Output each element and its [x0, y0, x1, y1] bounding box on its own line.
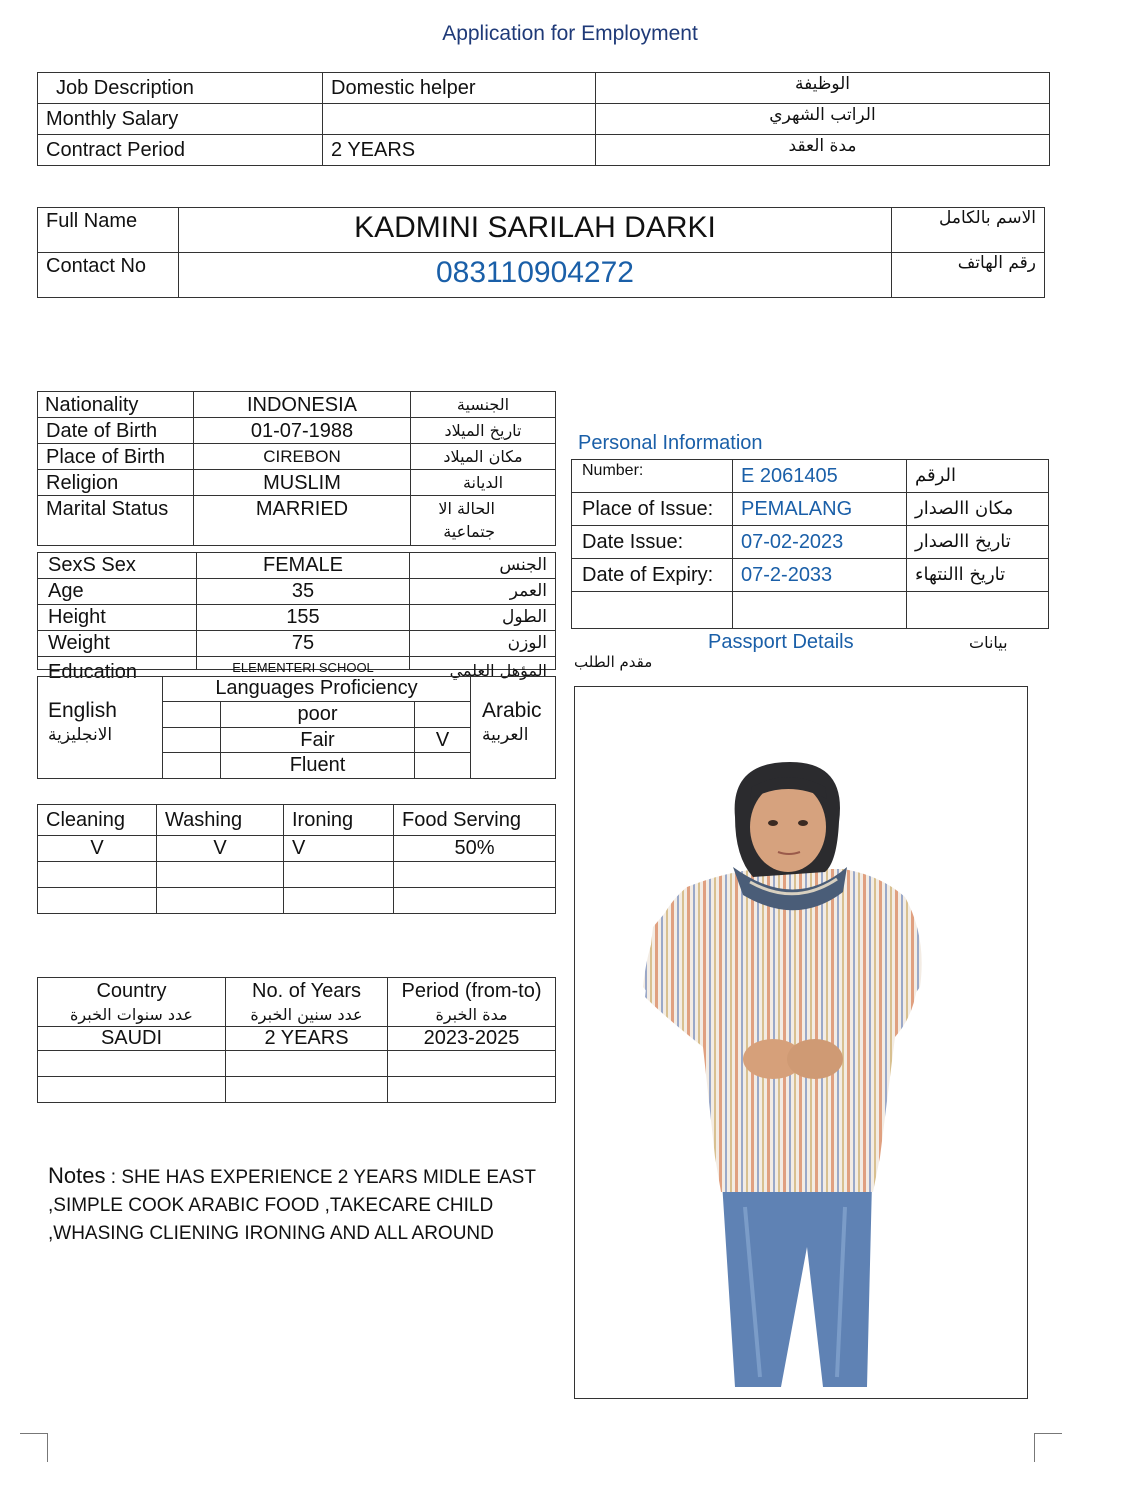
- table-row: [38, 631, 556, 657]
- nationality-arabic: الجنسية: [411, 392, 556, 418]
- skill-value-washing: V: [157, 836, 284, 862]
- page-title: Application for Employment: [442, 22, 698, 45]
- corner-mark: [1034, 1433, 1062, 1462]
- sex-arabic: الجنس: [410, 553, 556, 579]
- full-name-value: KADMINI SARILAH DARKI: [179, 208, 892, 253]
- table-row: [38, 1077, 556, 1103]
- sex-label: SexS Sex: [38, 553, 197, 579]
- marital-status-label: Marital Status: [38, 496, 194, 546]
- nationality-value: INDONESIA: [194, 392, 411, 418]
- age-label: Age: [38, 579, 197, 605]
- date-issue-value: 07-02-2023: [733, 526, 907, 559]
- table-row: [38, 1051, 556, 1077]
- level-fair: Fair: [300, 729, 335, 751]
- job-description-value: Domestic helper: [323, 73, 596, 104]
- exp-years: 2 YEARS: [226, 1027, 388, 1051]
- exp-header-years: No. of Years عدد سنين الخبرة: [226, 978, 388, 1027]
- age-arabic: العمر: [410, 579, 556, 605]
- place-of-issue-label: Place of Issue:: [572, 493, 733, 526]
- full-name-label: Full Name: [38, 208, 179, 253]
- sex-value: FEMALE: [197, 553, 410, 579]
- level-fluent: Fluent: [289, 754, 346, 776]
- dob-value: 01-07-1988: [194, 418, 411, 444]
- table-row: [572, 493, 1049, 526]
- languages-box: [37, 676, 556, 779]
- level-poor: poor: [297, 703, 338, 725]
- english-label: English: [48, 699, 117, 722]
- monthly-salary-value: [323, 104, 596, 135]
- table-row: [38, 805, 556, 836]
- date-expiry-arabic: تاريخ االنتهاء: [907, 559, 1049, 592]
- monthly-salary-label: Monthly Salary: [38, 104, 323, 135]
- skill-header-ironing: Ironing: [284, 805, 394, 836]
- table-row: [572, 592, 1049, 629]
- table-row: [38, 73, 1050, 104]
- table-row: [38, 104, 1050, 135]
- passport-number-label: Number:: [572, 460, 733, 493]
- passport-details-label: Passport Details: [708, 631, 854, 653]
- height-arabic: الطول: [410, 605, 556, 631]
- table-row: [38, 553, 556, 579]
- table-row: [38, 470, 556, 496]
- table-row: [38, 1027, 556, 1051]
- religion-value: MUSLIM: [194, 470, 411, 496]
- religion-label: Religion: [38, 470, 194, 496]
- skill-value-cleaning: V: [38, 836, 157, 862]
- arabic-arabic-label: العربية: [482, 725, 529, 745]
- education-arabic: المؤهل العلمي: [410, 657, 556, 670]
- exp-header-country: Country عدد سنوات الخبرة: [38, 978, 226, 1027]
- skill-value-ironing: V: [284, 836, 394, 862]
- applicant-photo-figure: [575, 687, 1027, 1398]
- table-row: [38, 208, 1045, 253]
- place-of-issue-arabic: مكان االصدار: [907, 493, 1049, 526]
- date-issue-arabic: تاريخ االصدار: [907, 526, 1049, 559]
- passport-table: [571, 459, 1049, 629]
- fair-check-mark: V: [435, 729, 450, 751]
- date-issue-label: Date Issue:: [572, 526, 733, 559]
- skill-header-washing: Washing: [157, 805, 284, 836]
- pob-label: Place of Birth: [38, 444, 194, 470]
- applicant-arabic-label: مقدم الطلب: [574, 653, 653, 671]
- religion-arabic: الديانة: [411, 470, 556, 496]
- contract-period-value: 2 YEARS: [323, 135, 596, 166]
- table-row: [38, 657, 556, 670]
- weight-value: 75: [197, 631, 410, 657]
- marital-status-value: MARRIED: [194, 496, 411, 546]
- dob-arabic: تاريخ الميلاد: [411, 418, 556, 444]
- table-row: [572, 460, 1049, 493]
- exp-country: SAUDI: [38, 1027, 226, 1051]
- table-row: [38, 135, 1050, 166]
- table-row: [38, 862, 556, 888]
- skill-header-food-serving: Food Serving: [394, 805, 556, 836]
- physical-info-table: [37, 552, 556, 683]
- height-value: 155: [197, 605, 410, 631]
- table-row: [38, 605, 556, 631]
- job-table: [37, 72, 1050, 166]
- table-row: [38, 496, 556, 546]
- table-row: [38, 888, 556, 914]
- corner-mark: [20, 1433, 48, 1462]
- table-row: [38, 444, 556, 470]
- table-row: [38, 978, 556, 1027]
- date-expiry-value: 07-2-2033: [733, 559, 907, 592]
- monthly-salary-arabic: الراتب الشهري: [596, 104, 1050, 135]
- english-cell: [38, 677, 163, 778]
- table-row: [38, 579, 556, 605]
- exp-period: 2023-2025: [388, 1027, 556, 1051]
- education-label: Education: [38, 657, 197, 670]
- passport-number-value: E 2061405: [733, 460, 907, 493]
- contract-period-arabic: مدة العقد: [596, 135, 1050, 166]
- table-row: [38, 392, 556, 418]
- dob-label: Date of Birth: [38, 418, 194, 444]
- job-description-label: Job Description: [38, 73, 323, 104]
- notes: [48, 1162, 563, 1248]
- height-label: Height: [38, 605, 197, 631]
- date-expiry-label: Date of Expiry:: [572, 559, 733, 592]
- marital-status-arabic: الحالة الا جتماعية: [411, 496, 556, 546]
- weight-label: Weight: [38, 631, 197, 657]
- job-description-arabic: الوظيفة: [596, 73, 1050, 104]
- contact-arabic: رقم الهاتف: [892, 253, 1045, 298]
- age-value: 35: [197, 579, 410, 605]
- personal-information-heading: Personal Information: [578, 432, 763, 454]
- arabic-cell: [470, 677, 556, 778]
- skill-header-cleaning: Cleaning: [38, 805, 157, 836]
- passport-details-arabic: بيانات: [969, 633, 1008, 652]
- contract-period-label: Contract Period: [38, 135, 323, 166]
- nationality-label: Nationality: [38, 392, 194, 418]
- education-value: ELEMENTERI SCHOOL: [197, 657, 410, 670]
- notes-label: Notes: [48, 1163, 106, 1188]
- table-row: [572, 526, 1049, 559]
- arabic-label: Arabic: [482, 699, 542, 722]
- full-name-arabic: الاسم بالكامل: [892, 208, 1045, 253]
- notes-text: : SHE HAS EXPERIENCE 2 YEARS MIDLE EAST ,SIMPLE COOK ARABIC FOOD ,TAKECARE CHILD ,WHASING CLIENING IRONING AND ALL AROUND: [48, 1167, 536, 1244]
- table-row: [572, 559, 1049, 592]
- english-arabic-label: الانجليزية: [48, 725, 113, 745]
- table-row: [38, 253, 1045, 298]
- pob-arabic: مكان الميلاد: [411, 444, 556, 470]
- pob-value: CIREBON: [194, 444, 411, 470]
- identity-table: [37, 207, 1045, 298]
- weight-arabic: الوزن: [410, 631, 556, 657]
- contact-label: Contact No: [38, 253, 179, 298]
- passport-number-arabic: الرقم: [907, 460, 1049, 493]
- table-row: [38, 418, 556, 444]
- skill-value-food-serving: 50%: [394, 836, 556, 862]
- languages-title: Languages Proficiency: [163, 677, 470, 702]
- table-row: [38, 836, 556, 862]
- exp-header-period: Period (from-to) مدة الخبرة: [388, 978, 556, 1027]
- contact-value: 083110904272: [179, 253, 892, 298]
- applicant-photo: [574, 686, 1028, 1399]
- skills-table: [37, 804, 556, 914]
- place-of-issue-value: PEMALANG: [733, 493, 907, 526]
- personal-info-table: [37, 391, 556, 546]
- experience-table: [37, 977, 556, 1103]
